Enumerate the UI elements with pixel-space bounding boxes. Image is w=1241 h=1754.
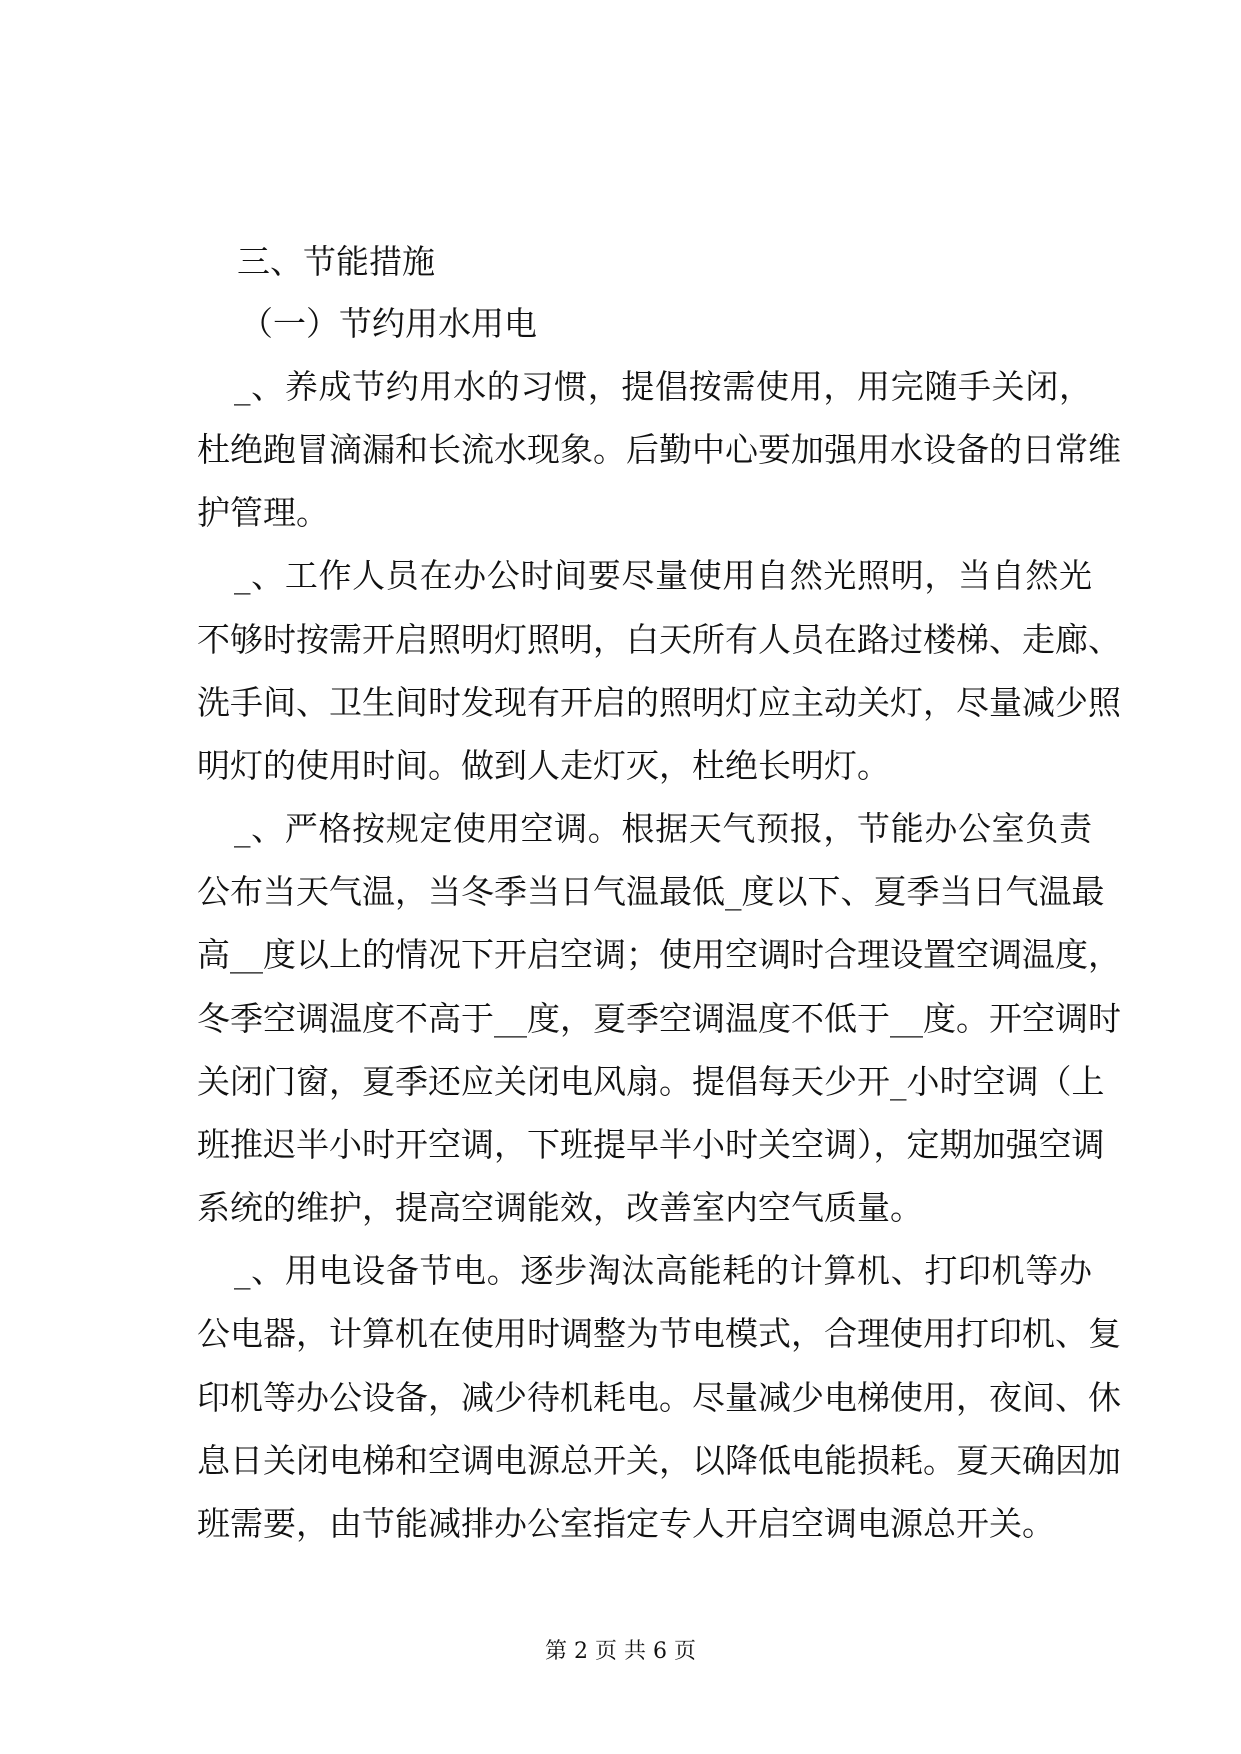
paragraph-line: 关闭门窗，夏季还应关闭电风扇。提倡每天少开_小时空调（上 <box>197 1062 1105 1101</box>
paragraph-line: 洗手间、卫生间时发现有开启的照明灯应主动关灯，尽量减少照 <box>197 683 1121 722</box>
paragraph-line: _、工作人员在办公时间要尽量使用自然光照明，当自然光 <box>234 556 1092 595</box>
subsection-heading: （一）节约用水用电 <box>240 304 537 343</box>
paragraph-line: _、养成节约用水的习惯，提倡按需使用，用完随手关闭， <box>234 367 1092 406</box>
paragraph-line: 系统的维护，提高空调能效，改善室内空气质量。 <box>197 1188 923 1227</box>
paragraph-line: 班推迟半小时开空调，下班提早半小时关空调），定期加强空调 <box>197 1125 1105 1164</box>
paragraph-line: 不够时按需开启照明灯照明，白天所有人员在路过楼梯、走廊、 <box>197 620 1121 659</box>
paragraph-line: 班需要，由节能减排办公室指定专人开启空调电源总开关。 <box>197 1504 1055 1543</box>
paragraph-line: 印机等办公设备，减少待机耗电。尽量减少电梯使用，夜间、休 <box>197 1378 1121 1417</box>
paragraph-line: 高__度以上的情况下开启空调；使用空调时合理设置空调温度， <box>197 935 1121 974</box>
paragraph-line: 公电器，计算机在使用时调整为节电模式，合理使用打印机、复 <box>197 1314 1121 1353</box>
paragraph-line: 明灯的使用时间。做到人走灯灭，杜绝长明灯。 <box>197 746 890 785</box>
page-number-footer: 第 2 页 共 6 页 <box>545 1639 696 1664</box>
paragraph-line: 息日关闭电梯和空调电源总开关，以降低电能损耗。夏天确因加 <box>197 1441 1121 1480</box>
paragraph-line: _、严格按规定使用空调。根据天气预报，节能办公室负责 <box>234 809 1092 848</box>
paragraph-line: _、用电设备节电。逐步淘汰高能耗的计算机、打印机等办 <box>234 1251 1092 1290</box>
paragraph-line: 杜绝跑冒滴漏和长流水现象。后勤中心要加强用水设备的日常维 <box>197 430 1121 469</box>
paragraph-line: 公布当天气温，当冬季当日气温最低_度以下、夏季当日气温最 <box>197 872 1105 911</box>
section-heading: 三、节能措施 <box>237 242 435 281</box>
paragraph-line: 护管理。 <box>197 493 329 532</box>
paragraph-line: 冬季空调温度不高于__度，夏季空调温度不低于__度。开空调时 <box>197 999 1121 1038</box>
